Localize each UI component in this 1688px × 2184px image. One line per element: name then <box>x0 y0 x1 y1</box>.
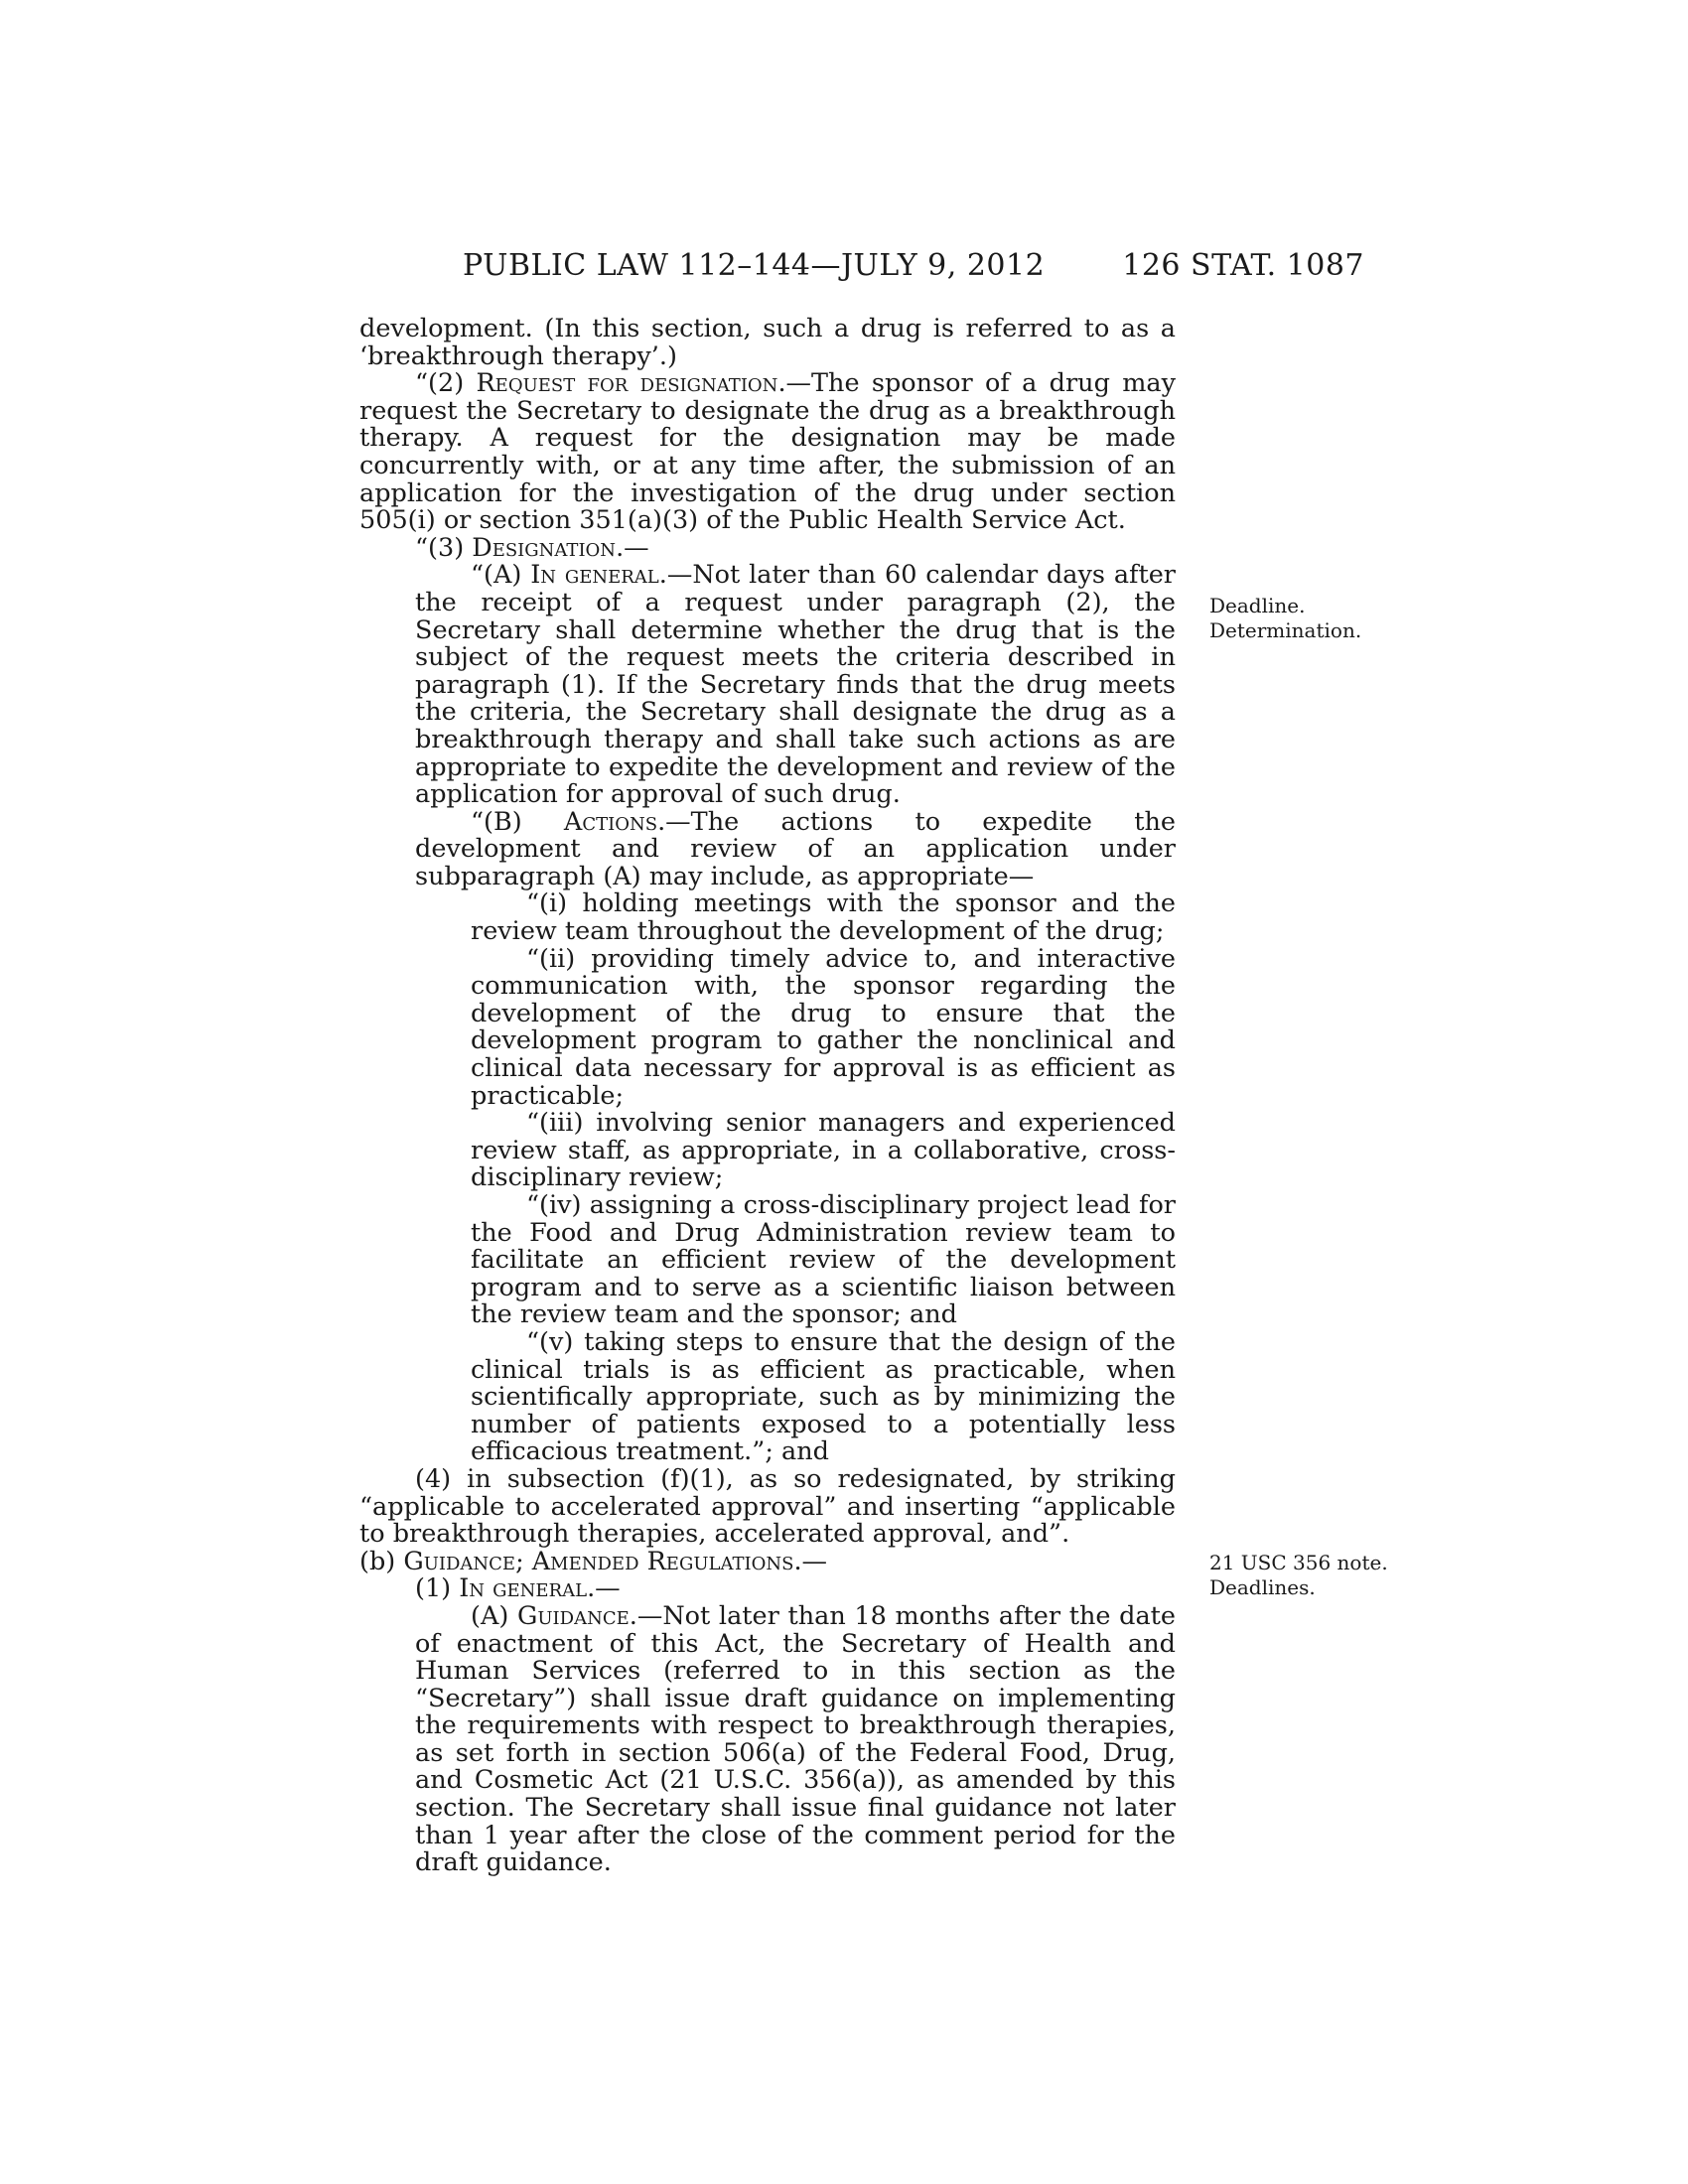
paragraph-request-for-designation: “(2) Request for designation.—The sponsor of a drug may request the Secretary to designate the drug as a breakthrough therapy. A request for the designation may be made concurrently with, or at any time after, the submission of an application for the investigation of the drug under section 505(i) or section 351(a)(3) of the Public Health Service Act. <box>359 368 1176 536</box>
clause-ii: “(ii) providing timely advice to, and interactive communication with, the sponsor regarding the development of the drug to ensure that the development program to gather the nonclinical and clinical data necessary for approval is as efficient as practicable; <box>471 943 1176 1111</box>
paragraph-designation: “(3) Designation.— <box>415 532 649 563</box>
paragraph-guidance: (A) Guidance.—Not later than 18 months after the date of enactment of this Act, the Secretary of Health and Human Services (referred to in this section as the “Secretary”) shall issue draft guidance on implementing the requirements with respect to breakthrough therapies, as set forth in section 506(a) of the Federal Food, Drug, and Cosmetic Act (21 U.S.C. 356(a)), as amended by this section. The Secretary shall issue final guidance not later than 1 year after the close of the comment period for the draft guidance. <box>415 1600 1176 1878</box>
margin-note: 21 USC 356 note. Deadlines. <box>1209 1551 1388 1599</box>
clause-iv: “(iv) assigning a cross-disciplinary project lead for the Food and Drug Administration review team to facilitate an efficient review of the development program and to serve as a scientific liaison between the review team and the sponsor; and <box>471 1190 1176 1330</box>
document-body <box>359 316 1176 1877</box>
paragraph-in-general: “(A) In general.—Not later than 60 calendar days after the receipt of a request under paragraph (2), the Secretary shall determine whether the drug that is the subject of the request meets the criteria described in paragraph (1). If the Secretary finds that the drug meets the criteria, the Secretary shall designate the drug as a breakthrough therapy and shall take such actions as are appropriate to expedite the development and review of the application for approval of such drug. <box>415 560 1176 810</box>
clause-iii: “(iii) involving senior managers and experienced review staff, as appropriate, in a collaborative, cross-disciplinary review; <box>471 1108 1176 1193</box>
clause-v: “(v) taking steps to ensure that the design of the clinical trials is as efficient as practicable, when scientifically appropriate, such as by minimizing the number of patients exposed to a potentially less efficacious treatment.”; and <box>471 1326 1176 1467</box>
clause-i: “(i) holding meetings with the sponsor and the review team throughout the development of the drug; <box>471 888 1176 947</box>
page-number: 126 STAT. 1087 <box>1122 248 1364 283</box>
subsection-b-heading: (b) Guidance; Amended Regulations.— <box>359 1546 828 1576</box>
paragraph-actions: “(B) Actions.—The actions to expedite the development and review of an application under subparagraph (A) may include, as appropriate— <box>415 806 1176 891</box>
paragraph: development. (In this section, such a drug is referred to as a ‘breakthrough therapy’.) <box>359 314 1176 371</box>
margin-note: Deadline. Determination. <box>1209 594 1362 642</box>
paragraph-1-in-general: (1) In general.— <box>415 1573 621 1604</box>
paragraph-4: (4) in subsection (f)(1), as so redesignated, by striking “applicable to accelerated approval” and inserting “applicable to breakthrough therapies, accelerated approval, and”. <box>359 1463 1176 1550</box>
running-header-left: PUBLIC LAW 112–144—JULY 9, 2012 <box>463 248 1046 283</box>
